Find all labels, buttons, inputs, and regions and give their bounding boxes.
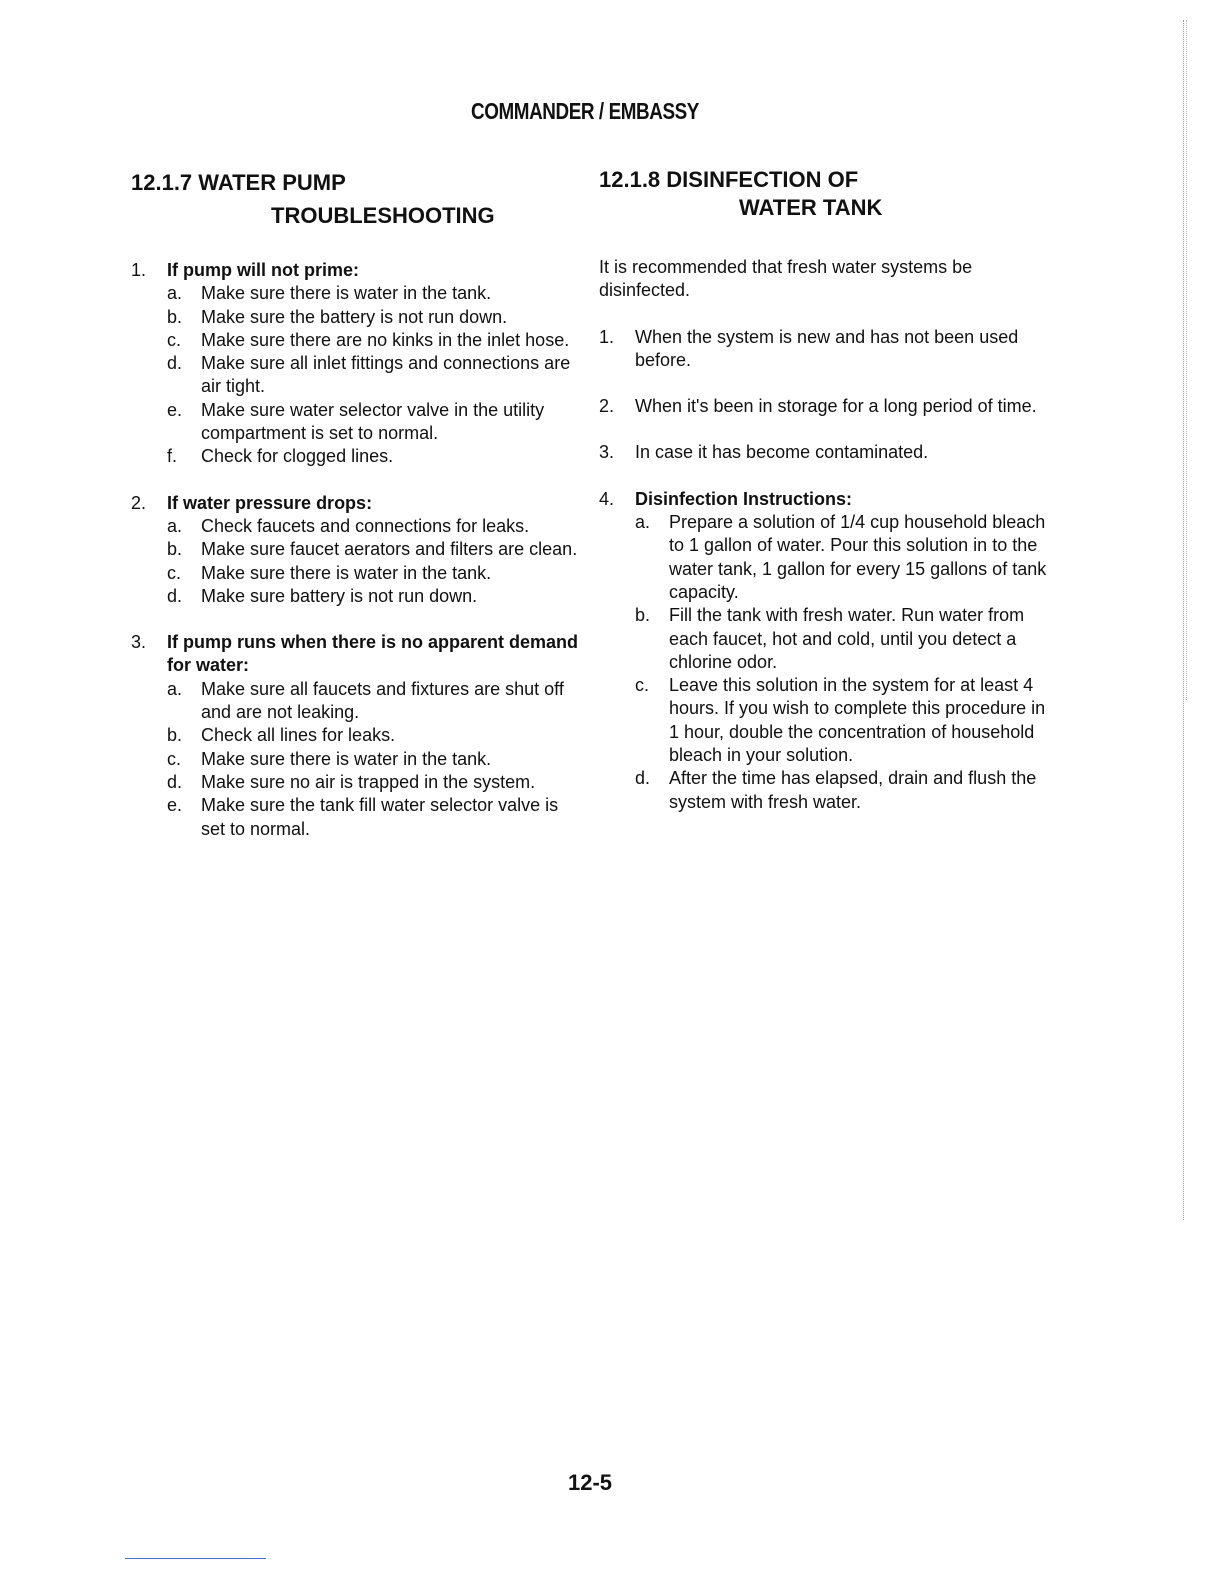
sub-letter: a. [635,512,651,533]
list-item [131,259,581,469]
item-number: 3. [599,442,615,463]
list-item [131,631,581,841]
section-title-line1: 12.1.8 DISINFECTION OF [599,167,859,192]
list-item [599,326,1049,373]
sub-item [635,674,1049,767]
sub-text: Make sure there are no kinks in the inlet hose. [201,329,570,350]
sub-letter: b. [167,725,183,746]
sub-letter: c. [167,329,182,350]
sub-item [167,282,581,305]
item-text: When it's been in storage for a long period of time. [635,396,1037,417]
item-number: 1. [131,260,147,280]
list-item [599,441,1049,464]
item-number: 2. [131,492,147,513]
item-number: 4. [599,488,615,509]
scan-edge-line [1183,20,1184,1220]
sub-letter: f. [167,446,178,467]
sub-letter: a. [167,283,183,304]
sub-letter: e. [167,399,183,420]
sub-item [167,445,581,468]
water-pump-troubleshooting-section [131,166,581,841]
sub-item [167,352,581,399]
sub-text: Make sure the tank fill water selector valve is set to normal. [201,795,559,839]
sub-item [167,585,581,608]
list-item [131,492,581,608]
item-number: 3. [131,632,147,653]
sub-letter: b. [635,605,651,626]
sub-item [167,306,581,329]
sub-text: Check for clogged lines. [201,446,394,467]
page-number: 12-5 [567,1470,613,1495]
sub-letter: a. [167,678,183,699]
sub-text: Make sure the battery is not run down. [201,306,508,327]
sub-item [167,515,581,538]
sub-item [167,748,581,771]
item-heading: Disinfection Instructions: [635,488,853,509]
intro-paragraph: It is recommended that fresh water systems be disinfected. [599,257,973,301]
item-text: In case it has become contaminated. [635,442,929,463]
sub-item [167,399,581,446]
section-title [599,166,1049,222]
sub-letter: d. [167,585,183,606]
sub-text: Make sure there is water in the tank. [201,748,492,769]
list-item [599,395,1049,418]
sub-letter: b. [167,539,183,560]
scan-edge-line [1186,20,1187,700]
page-header-title: COMMANDER / EMBASSY [471,98,699,124]
sub-text: Prepare a solution of 1/4 cup household bleach to 1 gallon of water. Pour this solution in to the water tank, 1 gallon for every 15 gallons of tank capacity. [669,512,1047,602]
footer-rule [125,1558,266,1559]
item-number: 1. [599,326,615,347]
item-heading: If pump runs when there is no apparent demand for water: [167,632,579,676]
sub-letter: d. [635,768,651,789]
sub-text: Make sure no air is trapped in the system. [201,771,536,792]
sub-item [167,538,581,561]
item-text: When the system is new and has not been used before. [635,326,1019,370]
sub-item [167,562,581,585]
sub-text: Check faucets and connections for leaks. [201,515,530,536]
sub-letter: d. [167,353,183,374]
sub-text: Make sure faucet aerators and filters are clean. [201,539,578,560]
sub-item [167,678,581,725]
sub-letter: c. [167,562,182,583]
sub-item [635,511,1049,604]
sub-text: Make sure battery is not run down. [201,585,478,606]
section-title-line1: 12.1.7 WATER PUMP [131,170,346,195]
item-heading: If pump will not prime: [167,260,359,280]
section-title [131,166,581,232]
sub-text: Fill the tank with fresh water. Run water from each faucet, hot and cold, until you detect a chlorine odor. [669,605,1025,672]
sub-item [167,329,581,352]
section-title-line2: WATER TANK [739,195,883,220]
sub-item [635,767,1049,814]
sub-text: Make sure water selector valve in the utility compartment is set to normal. [201,399,545,444]
sub-letter: d. [167,771,183,792]
sub-item [167,794,581,841]
sub-letter: a. [167,515,183,536]
sub-text: Make sure all faucets and fixtures are shut off and are not leaking. [201,678,564,723]
sub-text: Check all lines for leaks. [201,725,396,746]
section-title-line2: TROUBLESHOOTING [271,203,495,228]
sub-item [167,724,581,747]
sub-letter: c. [635,675,650,696]
sub-letter: e. [167,795,183,816]
disinfection-section [599,166,1049,814]
sub-text: Make sure all inlet fittings and connections are air tight. [201,353,571,397]
sub-item [635,604,1049,674]
sub-text: Leave this solution in the system for at least 4 hours. If you wish to complete this procedure in 1 hour, double the concentration of household bleach in your solution. [669,675,1046,766]
sub-letter: b. [167,306,183,327]
sub-text: Make sure there is water in the tank. [201,283,492,304]
sub-text: Make sure there is water in the tank. [201,562,492,583]
item-heading: If water pressure drops: [167,492,373,513]
sub-letter: c. [167,748,182,769]
sub-text: After the time has elapsed, drain and flush the system with fresh water. [669,768,1037,812]
item-number: 2. [599,396,615,417]
list-item [599,488,1049,814]
sub-item [167,771,581,794]
